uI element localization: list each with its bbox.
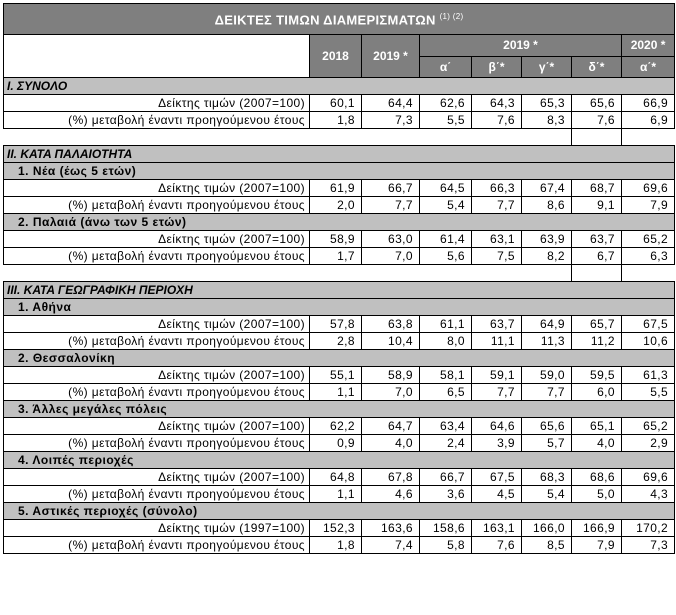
value-cell: 0,9: [310, 435, 362, 452]
row-label: (%) μεταβολή έναντι προηγούμενου έτους: [4, 537, 310, 554]
value-cell: 4,5: [472, 486, 522, 503]
value-cell: 166,9: [572, 520, 622, 537]
value-cell: 63,8: [362, 316, 420, 333]
value-cell: 7,7: [362, 197, 420, 214]
table-row: [4, 435, 675, 452]
row-label: Δείκτης τιμών (2007=100): [4, 316, 310, 333]
table-title-text: ΔΕΙΚΤΕΣ ΤΙΜΩΝ ΔΙΑΜΕΡΙΣΜΑΤΩΝ: [214, 12, 436, 28]
value-cell: 1,8: [310, 112, 362, 129]
value-cell: 158,6: [420, 520, 472, 537]
value-cell: 67,5: [622, 316, 675, 333]
row-label: (%) μεταβολή έναντι προηγούμενου έτους: [4, 333, 310, 350]
section-header-row: [4, 282, 675, 299]
spacer-cell: [4, 265, 572, 282]
value-cell: 4,6: [362, 486, 420, 503]
subsection-title: 4. Λοιπές περιοχές: [4, 452, 675, 469]
spacer-cell: [572, 265, 622, 282]
value-cell: 10,4: [362, 333, 420, 350]
subsection-header-row: [4, 214, 675, 231]
table-body: [4, 78, 675, 554]
value-cell: 7,6: [472, 112, 522, 129]
header-quarter: δ΄*: [572, 56, 622, 78]
value-cell: 2,9: [622, 435, 675, 452]
table-row: [4, 469, 675, 486]
value-cell: 64,5: [420, 180, 472, 197]
value-cell: 7,6: [572, 112, 622, 129]
value-cell: 7,9: [572, 537, 622, 554]
value-cell: 6,0: [572, 384, 622, 401]
value-cell: 163,6: [362, 520, 420, 537]
subsection-header-row: [4, 401, 675, 418]
value-cell: 65,1: [572, 418, 622, 435]
value-cell: 67,4: [522, 180, 572, 197]
value-cell: 63,4: [420, 418, 472, 435]
value-cell: 5,5: [622, 384, 675, 401]
value-cell: 67,8: [362, 469, 420, 486]
value-cell: 60,1: [310, 95, 362, 112]
subsection-title: 1. Αθήνα: [4, 299, 675, 316]
row-label: Δείκτης τιμών (1997=100): [4, 520, 310, 537]
table-row: [4, 520, 675, 537]
value-cell: 10,6: [622, 333, 675, 350]
row-label: Δείκτης τιμών (2007=100): [4, 469, 310, 486]
header-quarter: γ΄*: [522, 56, 572, 78]
value-cell: 64,4: [362, 95, 420, 112]
value-cell: 11,1: [472, 333, 522, 350]
value-cell: 4,0: [572, 435, 622, 452]
section-title: II. ΚΑΤΑ ΠΑΛΑΙΟΤΗΤΑ: [4, 146, 675, 163]
row-label: Δείκτης τιμών (2007=100): [4, 180, 310, 197]
table-title: [4, 4, 675, 35]
table-row: [4, 384, 675, 401]
value-cell: 7,3: [362, 112, 420, 129]
table-row: [4, 231, 675, 248]
header-quarter: α΄*: [622, 56, 675, 78]
value-cell: 5,0: [572, 486, 622, 503]
table-row: [4, 333, 675, 350]
value-cell: 64,6: [472, 418, 522, 435]
spacer-cell: [572, 129, 622, 146]
value-cell: 1,1: [310, 486, 362, 503]
value-cell: 61,4: [420, 231, 472, 248]
value-cell: 64,9: [522, 316, 572, 333]
table-title-footnotes: (1) (2): [439, 12, 464, 22]
value-cell: 65,6: [522, 418, 572, 435]
spacer-cell: [622, 265, 675, 282]
value-cell: 66,7: [362, 180, 420, 197]
value-cell: 58,1: [420, 367, 472, 384]
subsection-title: 5. Αστικές περιοχές (σύνολο): [4, 503, 675, 520]
value-cell: 5,8: [420, 537, 472, 554]
row-label: (%) μεταβολή έναντι προηγούμενου έτους: [4, 486, 310, 503]
value-cell: 66,9: [622, 95, 675, 112]
row-label: Δείκτης τιμών (2007=100): [4, 418, 310, 435]
value-cell: 58,9: [362, 367, 420, 384]
value-cell: 7,5: [472, 248, 522, 265]
value-cell: 2,8: [310, 333, 362, 350]
value-cell: 65,3: [522, 95, 572, 112]
value-cell: 65,6: [572, 95, 622, 112]
value-cell: 63,7: [572, 231, 622, 248]
value-cell: 152,3: [310, 520, 362, 537]
value-cell: 9,1: [572, 197, 622, 214]
value-cell: 62,6: [420, 95, 472, 112]
value-cell: 6,9: [622, 112, 675, 129]
row-label: Δείκτης τιμών (2007=100): [4, 95, 310, 112]
header-group-2020: 2020 *: [622, 35, 675, 57]
section-spacer-row: [4, 129, 675, 146]
subsection-title: 2. Παλαιά (άνω των 5 ετών): [4, 214, 675, 231]
value-cell: 7,3: [622, 537, 675, 554]
value-cell: 8,3: [522, 112, 572, 129]
value-cell: 63,9: [522, 231, 572, 248]
table-row: [4, 486, 675, 503]
subsection-title: 2. Θεσσαλονίκη: [4, 350, 675, 367]
value-cell: 65,2: [622, 231, 675, 248]
value-cell: 68,7: [572, 180, 622, 197]
value-cell: 6,3: [622, 248, 675, 265]
value-cell: 7,0: [362, 248, 420, 265]
value-cell: 63,0: [362, 231, 420, 248]
header-group-2019: 2019 *: [420, 35, 622, 57]
value-cell: 58,9: [310, 231, 362, 248]
value-cell: 1,7: [310, 248, 362, 265]
subsection-title: 1. Νέα (έως 5 ετών): [4, 163, 675, 180]
value-cell: 11,3: [522, 333, 572, 350]
value-cell: 64,3: [472, 95, 522, 112]
header-quarter: β΄*: [472, 56, 522, 78]
row-label: (%) μεταβολή έναντι προηγούμενου έτους: [4, 248, 310, 265]
row-label: (%) μεταβολή έναντι προηγούμενου έτους: [4, 435, 310, 452]
price-index-table: [3, 3, 675, 554]
value-cell: 59,1: [472, 367, 522, 384]
value-cell: 170,2: [622, 520, 675, 537]
row-label: (%) μεταβολή έναντι προηγούμενου έτους: [4, 112, 310, 129]
value-cell: 62,2: [310, 418, 362, 435]
value-cell: 65,2: [622, 418, 675, 435]
value-cell: 61,1: [420, 316, 472, 333]
value-cell: 59,0: [522, 367, 572, 384]
value-cell: 7,4: [362, 537, 420, 554]
subsection-header-row: [4, 452, 675, 469]
table-row: [4, 316, 675, 333]
value-cell: 64,8: [310, 469, 362, 486]
value-cell: 2,4: [420, 435, 472, 452]
row-label: (%) μεταβολή έναντι προηγούμενου έτους: [4, 197, 310, 214]
table-row: [4, 197, 675, 214]
row-label: Δείκτης τιμών (2007=100): [4, 367, 310, 384]
value-cell: 5,5: [420, 112, 472, 129]
value-cell: 63,7: [472, 316, 522, 333]
value-cell: 68,6: [572, 469, 622, 486]
value-cell: 65,7: [572, 316, 622, 333]
value-cell: 61,3: [622, 367, 675, 384]
value-cell: 55,1: [310, 367, 362, 384]
table-row: [4, 418, 675, 435]
table-row: [4, 248, 675, 265]
value-cell: 57,8: [310, 316, 362, 333]
value-cell: 7,9: [622, 197, 675, 214]
value-cell: 3,9: [472, 435, 522, 452]
subsection-header-row: [4, 503, 675, 520]
row-label: Δείκτης τιμών (2007=100): [4, 231, 310, 248]
value-cell: 5,6: [420, 248, 472, 265]
value-cell: 68,3: [522, 469, 572, 486]
spacer-cell: [4, 129, 572, 146]
header-year-2018: 2018: [310, 35, 362, 78]
value-cell: 5,4: [420, 197, 472, 214]
subsection-header-row: [4, 299, 675, 316]
spacer-cell: [622, 129, 675, 146]
table-row: [4, 180, 675, 197]
section-title: I. ΣΥΝΟΛΟ: [4, 78, 675, 95]
value-cell: 8,5: [522, 537, 572, 554]
value-cell: 8,0: [420, 333, 472, 350]
value-cell: 11,2: [572, 333, 622, 350]
table-row: [4, 537, 675, 554]
value-cell: 67,5: [472, 469, 522, 486]
section-header-row: [4, 78, 675, 95]
value-cell: 8,6: [522, 197, 572, 214]
subsection-header-row: [4, 350, 675, 367]
section-spacer-row: [4, 265, 675, 282]
value-cell: 7,7: [472, 197, 522, 214]
value-cell: 163,1: [472, 520, 522, 537]
value-cell: 5,4: [522, 486, 572, 503]
subsection-header-row: [4, 163, 675, 180]
value-cell: 2,0: [310, 197, 362, 214]
header-row-years: [4, 35, 675, 57]
table-row: [4, 367, 675, 384]
value-cell: 7,7: [472, 384, 522, 401]
value-cell: 1,8: [310, 537, 362, 554]
header-quarter: α΄: [420, 56, 472, 78]
value-cell: 7,0: [362, 384, 420, 401]
table-row: [4, 112, 675, 129]
value-cell: 63,1: [472, 231, 522, 248]
value-cell: 4,0: [362, 435, 420, 452]
value-cell: 3,6: [420, 486, 472, 503]
section-header-row: [4, 146, 675, 163]
value-cell: 66,7: [420, 469, 472, 486]
value-cell: 8,2: [522, 248, 572, 265]
value-cell: 64,7: [362, 418, 420, 435]
value-cell: 69,6: [622, 469, 675, 486]
value-cell: 66,3: [472, 180, 522, 197]
value-cell: 61,9: [310, 180, 362, 197]
value-cell: 7,6: [472, 537, 522, 554]
table-row: [4, 95, 675, 112]
value-cell: 166,0: [522, 520, 572, 537]
table-title-row: [4, 4, 675, 35]
header-corner: [4, 35, 310, 78]
value-cell: 7,7: [522, 384, 572, 401]
row-label: (%) μεταβολή έναντι προηγούμενου έτους: [4, 384, 310, 401]
value-cell: 4,3: [622, 486, 675, 503]
subsection-title: 3. Άλλες μεγάλες πόλεις: [4, 401, 675, 418]
value-cell: 1,1: [310, 384, 362, 401]
value-cell: 6,5: [420, 384, 472, 401]
header-year-2019: 2019 *: [362, 35, 420, 78]
price-index-table-container: [3, 3, 674, 554]
value-cell: 59,5: [572, 367, 622, 384]
section-title: III. ΚΑΤΑ ΓΕΩΓΡΑΦΙΚΗ ΠΕΡΙΟΧΗ: [4, 282, 675, 299]
value-cell: 5,7: [522, 435, 572, 452]
value-cell: 6,7: [572, 248, 622, 265]
value-cell: 69,6: [622, 180, 675, 197]
